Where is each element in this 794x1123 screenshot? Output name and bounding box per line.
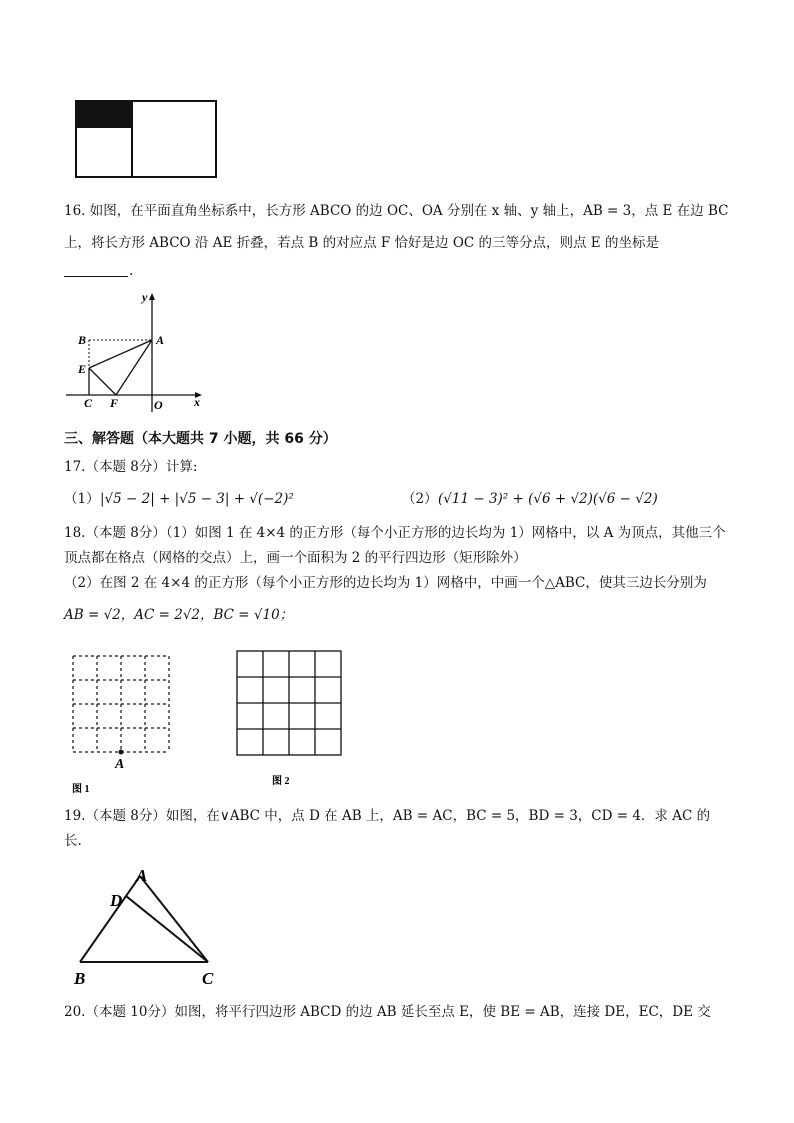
q19-label-A: A: [136, 866, 148, 885]
q17-part1-expression: |√5 − 2| + |√5 − 3| + √(−2)²: [100, 491, 294, 507]
q16-label-E: E: [78, 362, 87, 376]
q16-answer-blank[interactable]: [64, 276, 128, 277]
q19-label-B: B: [74, 969, 86, 988]
q19-label-C: C: [202, 969, 214, 988]
q16-label-A: A: [156, 333, 165, 347]
q16-line2: 上，将长方形 ABCO 沿 AE 折叠，若点 B 的对应点 F 恰好是边 OC 的三等分点，则点 E 的坐标是: [64, 235, 659, 251]
q18-fig2-caption: 图 2: [272, 776, 290, 787]
q17-heading: 17.（本题 8分）计算:: [64, 459, 198, 475]
q18-line2: 顶点都在格点（网格的交点）上，画一个面积为 2 的平行四边形（矩形除外）: [64, 550, 527, 566]
q16-label-B: B: [78, 333, 87, 347]
q18-line4: AB = √2，AC = 2√2，BC = √10；: [64, 607, 294, 623]
q19-triangle-figure: [68, 864, 228, 990]
q17-part2-expression: (√11 − 3)² + (√6 + √2)(√6 − √2): [438, 491, 658, 507]
q18-line3: （2）在图 2 在 4×4 的正方形（每个小正方形的边长均为 1）网格中，中画一个△ABC，使其三边长分别为: [64, 575, 707, 591]
grid-rectangle-figure: [74, 99, 218, 179]
q20-line1: 20.（本题 10分）如图，将平行四边形 ABCD 的边 AB 延长至点 E，使 BE = AB，连接 DE，EC，DE 交: [64, 1004, 711, 1020]
q18-fig1-caption: 图 1: [72, 784, 90, 795]
q16-label-F: F: [110, 396, 119, 410]
q16-coordinate-figure: [64, 288, 214, 414]
q19-line1: 19.（本题 8分）如图，在∨ABC 中，点 D 在 AB 上，AB = AC，BC = 5，BD = 3，CD = 4．求 AC 的: [64, 808, 711, 824]
q16-blank-period: .: [129, 263, 134, 279]
q17-part2-label: （2）: [402, 491, 438, 507]
q16-label-C: C: [84, 396, 93, 410]
q18-figure1-dotted-grid[interactable]: [66, 650, 178, 798]
q16-label-y: y: [142, 290, 148, 304]
q16-label-O: O: [154, 398, 163, 412]
q18-figure2-solid-grid[interactable]: [232, 646, 348, 792]
q16-label-x: x: [194, 395, 200, 409]
q19-line2: 长.: [64, 833, 82, 849]
q18-line1: 18.（本题 8分）（1）如图 1 在 4×4 的正方形（每个小正方形的边长均为 1）网格中，以 A 为顶点，其他三个: [64, 525, 726, 541]
q19-label-D: D: [110, 891, 123, 910]
q18-fig1-point-A: A: [115, 757, 125, 772]
section-3-title: 三、解答题（本大题共 7 小题，共 66 分）: [64, 431, 337, 447]
q17-part1-label: （1）: [64, 491, 100, 507]
q16-line1: 16. 如图，在平面直角坐标系中，长方形 ABCO 的边 OC、OA 分别在 x 轴、y 轴上，AB = 3，点 E 在边 BC: [64, 203, 729, 219]
